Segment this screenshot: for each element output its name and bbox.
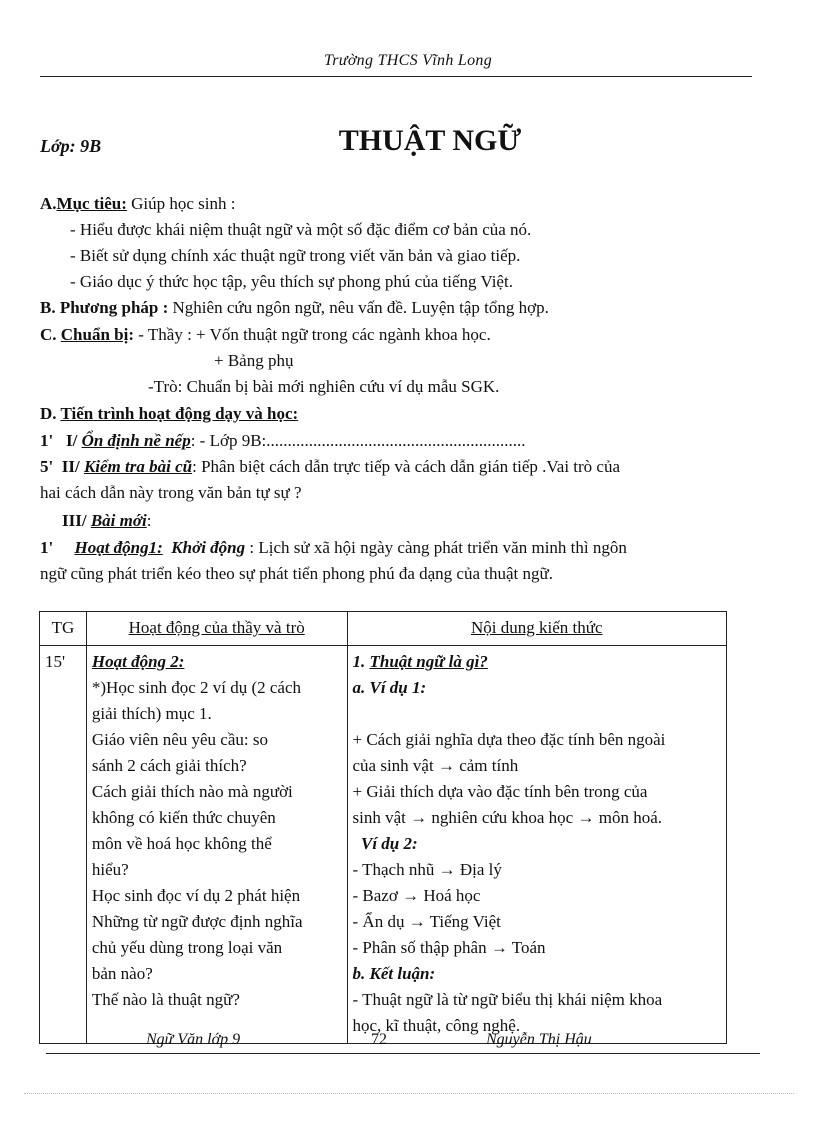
activity-line: hiểu?: [91, 860, 129, 879]
activity-line: môn về hoá học không thể: [91, 834, 272, 853]
activity-line: bản nào?: [91, 964, 153, 983]
footer-subject: Ngữ Văn lớp 9: [146, 1031, 241, 1048]
objective-item: - Biết sử dụng chính xác thuật ngữ trong viết văn bản và giao tiếp.: [70, 246, 521, 265]
activity-1-rest: : Lịch sử xã hội ngày càng phát triển văn minh thì ngôn: [245, 538, 627, 557]
section-c-colon: :: [128, 325, 135, 344]
section-c-student: -Trò: Chuẩn bị bài mới nghiên cứu ví dụ mẫu SGK.: [148, 377, 500, 396]
content-line: - Thạch nhũ → Địa lý: [352, 860, 502, 879]
table-header-row: [40, 612, 727, 646]
content-line: của sinh vật → cảm tính: [352, 756, 519, 775]
step-1-label: Ổn định nề nếp: [81, 431, 191, 450]
section-c-teacher: - Thầy : + Vốn thuật ngữ trong các ngành khoa học.: [134, 325, 491, 344]
activity-1-sub: Khởi động: [171, 538, 246, 557]
step-3-label: Bài mới: [90, 511, 147, 530]
step-2-time: 5': [40, 457, 54, 476]
activity-1-time: 1': [40, 538, 54, 557]
lesson-title: THUẬT NGỮ: [338, 124, 522, 157]
footer-divider: [46, 1053, 760, 1054]
step-3: [62, 511, 151, 531]
tg-cell: [40, 646, 87, 1044]
section-b-text: Nghiên cứu ngôn ngữ, nêu vấn đề. Luyện tập tổng hợp.: [168, 298, 549, 317]
section-c-teacher-2: + Bảng phụ: [214, 351, 294, 370]
content-line: - Thuật ngữ là từ ngữ biểu thị khái niệm khoa: [352, 990, 663, 1009]
step-2: [40, 457, 620, 477]
step-3-num: III/: [62, 511, 87, 530]
footer-author: Nguyễn Thị Hậu: [486, 1031, 592, 1048]
activity-line: *)Học sinh đọc 2 ví dụ (2 cách: [91, 678, 302, 697]
content-line: - Phân số thập phân → Toán: [352, 938, 546, 957]
col-header-tg: TG: [40, 612, 87, 646]
objective-item: - Giáo dục ý thức học tập, yêu thích sự phong phú của tiếng Việt.: [70, 272, 513, 291]
section-d-prefix: D.: [40, 404, 61, 423]
page-bottom-dotted-line: [24, 1093, 794, 1094]
section-c-prefix: C.: [40, 325, 61, 344]
activity-1-continued: ngữ cũng phát triển kéo theo sự phát tiển phong phú đa dạng của thuật ngữ.: [40, 564, 553, 583]
activity-1-label: Hoạt động1:: [74, 538, 163, 557]
section-d-title: Tiến trình hoạt động dạy và học:: [60, 404, 299, 423]
section-c: [40, 325, 491, 345]
activity-line: Học sinh đọc ví dụ 2 phát hiện: [91, 886, 301, 905]
content-line: b. Kết luận:: [352, 964, 436, 983]
class-label: Lớp: 9B: [40, 136, 102, 156]
content-line: a. Ví dụ 1:: [352, 678, 427, 697]
col-header-activity: Hoạt động của thầy và trò: [86, 612, 347, 646]
col-header-content: Nội dung kiến thức: [347, 612, 727, 646]
step-2-continued: hai cách dẫn này trong văn bản tự sự ?: [40, 483, 302, 502]
activity-line: Thế nào là thuật ngữ?: [91, 990, 240, 1009]
content-line: học, kĩ thuật, công nghệ.: [352, 1016, 521, 1035]
objective-item: - Hiểu được khái niệm thuật ngữ và một số đặc điểm cơ bản của nó.: [70, 220, 532, 239]
content-title: 1. Thuật ngữ là gì?: [352, 652, 488, 671]
section-a-intro: Giúp học sinh :: [126, 194, 236, 213]
section-a-letter: A.: [40, 194, 57, 213]
activity-line: không có kiến thức chuyên: [91, 808, 276, 827]
activity-line: Giáo viên nêu yêu cầu: so: [91, 730, 268, 749]
step-2-label: Kiểm tra bài cũ: [83, 457, 193, 476]
content-line: - Ẩn dụ → Tiếng Việt: [352, 912, 501, 931]
lesson-table: [39, 611, 727, 1044]
header-divider: [40, 76, 752, 77]
content-line: Ví dụ 2:: [352, 834, 418, 853]
step-3-colon: :: [146, 511, 152, 530]
activity-1: [40, 538, 627, 558]
step-1: [40, 431, 526, 451]
content-line: + Cách giải nghĩa dựa theo đặc tính bên ngoài: [352, 730, 666, 749]
section-c-title: Chuẩn bị: [60, 325, 129, 344]
section-a-heading: [40, 194, 235, 214]
content-line: sinh vật → nghiên cứu khoa học → môn hoá.: [352, 808, 662, 827]
table-row: [40, 646, 727, 1044]
activity-line: Cách giải thích nào mà người: [91, 782, 293, 801]
section-a-title: Mục tiêu:: [56, 194, 127, 213]
step-1-num: I/: [65, 431, 78, 450]
activity-line: giải thích) mục 1.: [91, 704, 212, 723]
content-line: - Bazơ → Hoá học: [352, 886, 481, 905]
activity-cell: [86, 646, 347, 1044]
activity-line: Những từ ngữ được định nghĩa: [91, 912, 303, 931]
tg-value: 15': [45, 652, 66, 671]
step-2-num: II/: [61, 457, 80, 476]
step-1-rest: : - Lớp 9B:.............................................................: [190, 431, 526, 450]
content-line: + Giải thích dựa vào đặc tính bên trong của: [352, 782, 648, 801]
footer-page-number: 72: [371, 1031, 387, 1048]
step-1-time: 1': [40, 431, 54, 450]
activity-line: chủ yếu dùng trong loại văn: [91, 938, 283, 957]
content-cell: [347, 646, 727, 1044]
section-b-heading: B. Phương pháp :: [40, 298, 169, 317]
activity-line: sánh 2 cách giải thích?: [91, 756, 247, 775]
content-line-blank: [353, 701, 722, 727]
section-d-heading: [40, 404, 298, 424]
section-b: [40, 298, 549, 318]
step-2-rest: : Phân biệt cách dẫn trực tiếp và cách dẫn gián tiếp .Vai trò của: [192, 457, 621, 476]
page-header-school: Trường THCS Vĩnh Long: [323, 52, 493, 69]
activity-title: Hoạt động 2:: [91, 652, 185, 671]
